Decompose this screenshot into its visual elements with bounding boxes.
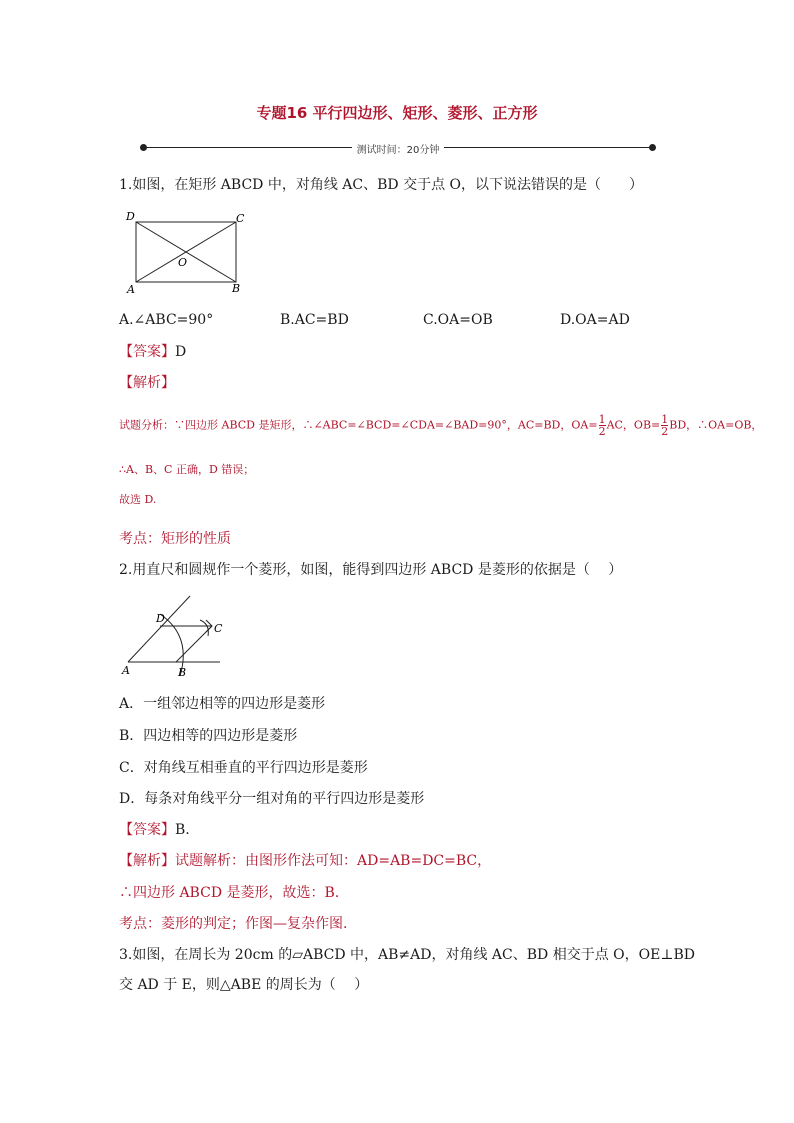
q1-answer-tag: 【答案】 xyxy=(119,344,175,360)
q1-analysis-part3: BD，∴OA=OB， xyxy=(669,418,763,432)
q1-fraction-half-1 xyxy=(599,414,606,437)
q3-stem-line1: 3.如图，在周长为 20cm 的▱ABCD 中，AB≠AD，对角线 AC、BD 相交于点 O，OE⊥BD xyxy=(119,947,696,963)
q2-label-d: D xyxy=(156,612,165,625)
q2-stem: 2.用直尺和圆规作一个菱形，如图，能得到四边形 ABCD 是菱形的依据是（ ） xyxy=(119,562,623,578)
q2-option-c: C．对角线互相垂直的平行四边形是菱形 xyxy=(119,760,368,776)
q2-label-c: C xyxy=(214,622,223,635)
q1-label-d: D xyxy=(126,210,135,223)
q1-stem: 1.如图，在矩形 ABCD 中，对角线 AC、BD 交于点 O，以下说法错误的是（ ） xyxy=(119,177,644,193)
q2-option-d: D．每条对角线平分一组对角的平行四边形是菱形 xyxy=(119,791,425,807)
q1-frac-num-1: 1 xyxy=(598,413,606,426)
q2-rhombus-figure xyxy=(120,592,240,682)
q2-ray-ad xyxy=(128,596,190,662)
q1-frac-num-2: 1 xyxy=(661,413,669,426)
q2-option-b: B．四边相等的四边形是菱形 xyxy=(119,728,298,744)
q1-frac-den-2: 2 xyxy=(661,425,669,438)
test-time: 测试时间：20分钟 xyxy=(356,145,440,156)
q1-answer-value: D xyxy=(175,344,187,360)
q2-answer-value: B. xyxy=(175,822,190,838)
q1-analysis-line1 xyxy=(119,414,762,437)
q2-knowledge-point: 考点：菱形的判定；作图—复杂作图. xyxy=(119,916,348,932)
q1-analysis-line2: ∴A、B、C 正确，D 错误； xyxy=(119,463,255,476)
q1-rectangle-figure xyxy=(124,210,254,296)
q1-answer xyxy=(119,343,186,361)
q1-option-d: D.OA=AD xyxy=(560,312,630,328)
q2-analysis-line1: 试题解析：由图形作法可知：AD=AB=DC=BC， xyxy=(175,853,492,869)
q1-label-b: B xyxy=(232,282,241,295)
rule-dot-right xyxy=(649,144,656,151)
test-time-rule xyxy=(140,141,656,155)
q2-label-a: A xyxy=(122,664,130,677)
q2-analysis xyxy=(119,852,491,870)
q2-answer xyxy=(119,821,190,839)
q1-analysis-part2: AC，OB= xyxy=(606,418,661,432)
q1-label-a: A xyxy=(127,283,135,296)
q1-label-o: O xyxy=(178,256,188,269)
q2-label-b: B xyxy=(178,666,187,679)
q2-analysis-tag: 【解析】 xyxy=(119,853,175,869)
q1-analysis-part1: 试题分析：∵四边形 ABCD 是矩形，∴∠ABC=∠BCD=∠CDA=∠BAD=90°，AC=BD，OA= xyxy=(119,418,598,432)
q1-option-a: A.∠ABC=90° xyxy=(119,312,214,328)
q1-knowledge-point: 考点：矩形的性质 xyxy=(119,531,231,547)
q2-option-a: A．一组邻边相等的四边形是菱形 xyxy=(119,696,326,712)
q1-option-b: B.AC=BD xyxy=(280,312,349,328)
q1-label-c: C xyxy=(236,212,245,225)
q1-frac-den-1: 2 xyxy=(598,425,606,438)
q2-answer-tag: 【答案】 xyxy=(119,822,175,838)
q2-analysis-line2: ∴四边形 ABCD 是菱形，故选：B. xyxy=(119,885,340,901)
q1-analysis-line3: 故选 D. xyxy=(119,493,157,506)
q3-stem-line2: 交 AD 于 E，则△ABE 的周长为（ ） xyxy=(119,977,369,993)
rule-line-right xyxy=(444,147,652,148)
q1-option-c: C.OA=OB xyxy=(423,312,493,328)
q1-fraction-half-2 xyxy=(661,414,668,437)
q1-analysis-tag: 【解析】 xyxy=(119,375,175,391)
page-title: 专题16 平行四边形、矩形、菱形、正方形 xyxy=(256,104,538,122)
